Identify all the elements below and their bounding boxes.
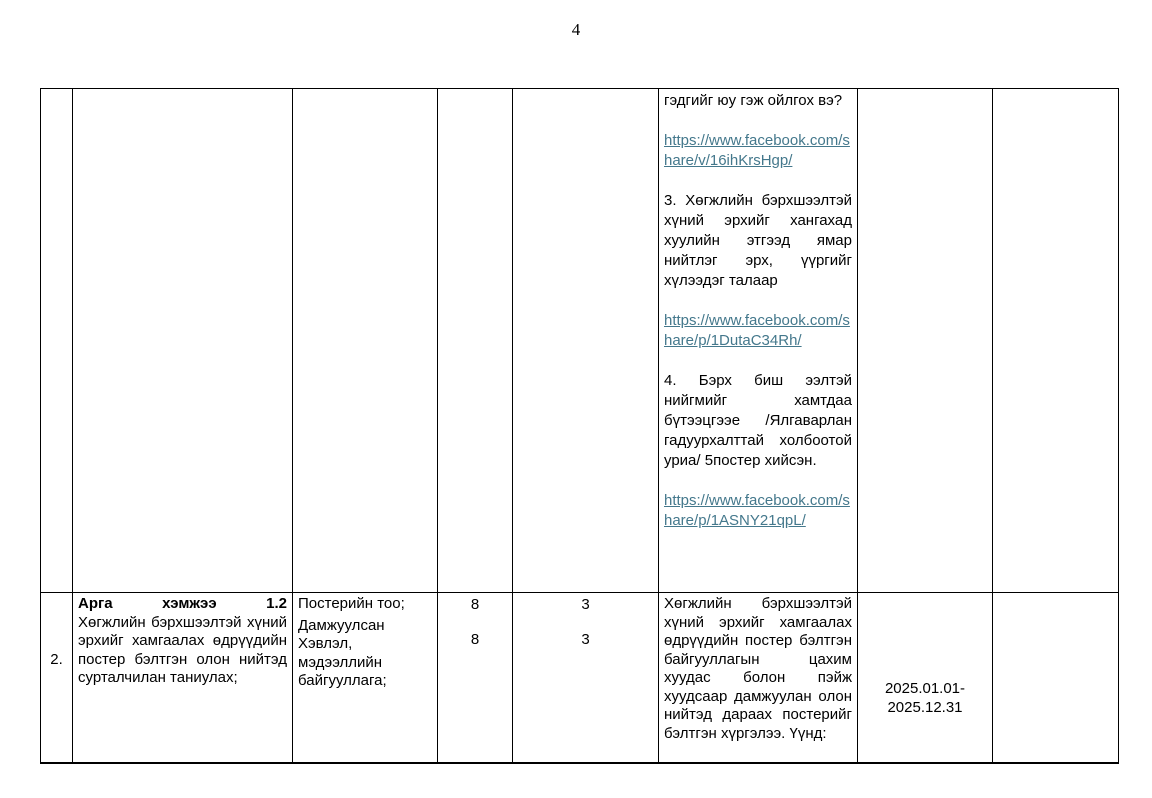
cell-activity (73, 593, 293, 763)
activity-title: Арга хэмжээ 1.2 (78, 595, 287, 612)
result-paragraph: Хөгжлийн бэрхшээлтэй хүний эрхийг хамгаалах өдрүүдийн постер бэлтгэн байгууллагын цахим хуудас болон пэйж хуудсаар дамжуулан олон нийтэд дараах постерийг бэлтгэн хүргэлээ. Үүнд: (664, 595, 852, 742)
period-range: 2025.01.01-2025.12.31 (884, 680, 966, 716)
cell-period-empty (858, 89, 993, 593)
cell-indicator-empty (293, 89, 438, 593)
cell-results-continuation (659, 89, 858, 593)
actual-value: 3 (581, 596, 590, 613)
cell-number-empty (41, 89, 73, 593)
target-value: 8 (470, 631, 480, 648)
cell-target-values (438, 593, 513, 763)
cell-target-empty (438, 89, 513, 593)
activity-description: Хөгжлийн бэрхшээлтэй хүний эрхийг хамгаалах өдрүүдийн постер бэлтгэн олон нийтэд сурталчилан таниулах; (78, 613, 287, 686)
actual-value: 3 (581, 631, 590, 648)
cell-result-text (659, 593, 858, 763)
cell-period (858, 593, 993, 763)
indicator-item: Дамжуулсан Хэвлэл, мэдээллийн байгууллага; (298, 616, 387, 689)
row-number: 2. (50, 651, 63, 668)
indicator-item: Постерийн тоо; (298, 595, 405, 612)
target-value: 8 (470, 596, 480, 613)
result-paragraph: 4. Бэрх биш ээлтэй нийгмийг хамтдаа бүтээцгээе /Ялгаварлан гадуурхалттай холбоотой уриа/ 5постер хийсэн. (664, 372, 852, 469)
cell-row-number (41, 593, 73, 763)
cell-note-empty (993, 89, 1119, 593)
facebook-link[interactable]: https://www.facebook.com/share/p/1ASNY21qpL/ (664, 492, 850, 529)
page-number: 4 (571, 20, 581, 39)
cell-note-empty-2 (993, 593, 1119, 763)
cell-activity-empty (73, 89, 293, 593)
cell-actual-empty (513, 89, 659, 593)
facebook-link[interactable]: https://www.facebook.com/share/p/1DutaC34Rh/ (664, 312, 850, 349)
result-paragraph: 3. Хөгжлийн бэрхшээлтэй хүний эрхийг хангахад хуулийн этгээд ямар нийтлэг эрх, үүргийг хүлээдэг талаар (664, 192, 852, 289)
table-row-continuation (41, 89, 1119, 593)
result-paragraph: гэдгийг юу гэж ойлгох вэ? (664, 92, 843, 109)
cell-indicators (293, 593, 438, 763)
cell-actual-values (513, 593, 659, 763)
table-row-activity (41, 593, 1119, 763)
report-table (40, 88, 1119, 764)
facebook-link[interactable]: https://www.facebook.com/share/v/16ihKrsHgp/ (664, 132, 850, 169)
